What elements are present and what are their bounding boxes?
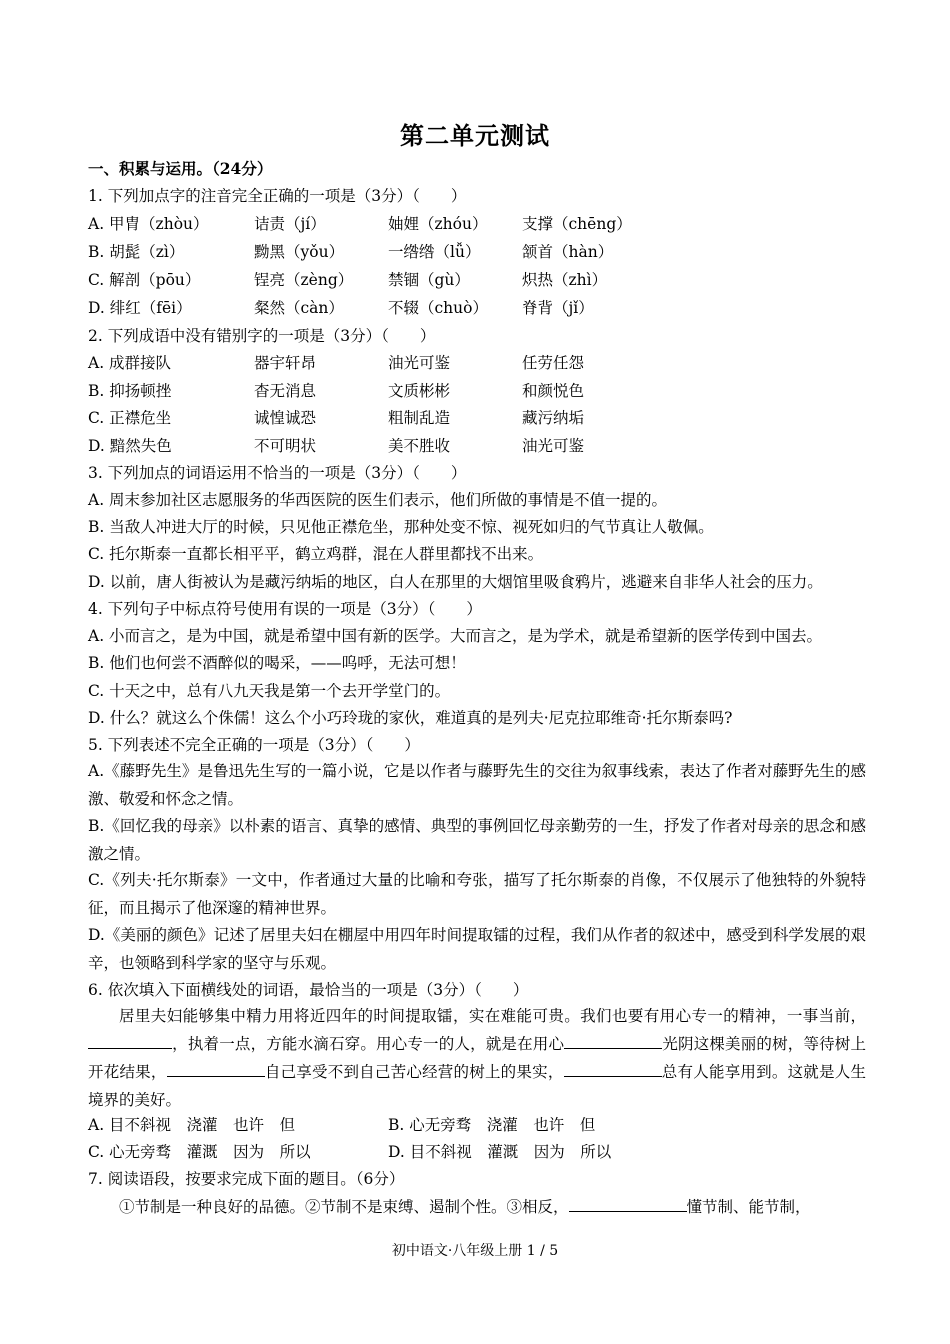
q1-d-1: D. 绯红（fēi） <box>88 299 192 317</box>
q2-c-2: 诚惶诚恐 <box>254 409 317 427</box>
q1-b-1: B. 胡髭（zì） <box>88 243 185 261</box>
q2-c-1: C. 正襟危坐 <box>88 409 172 427</box>
q6-text-3: 光阴这棵美丽的树，等待树上开花结果， <box>88 1035 866 1081</box>
q3-option-a: A. 周末参加社区志愿服务的华西医院的医生们表示，他们所做的事情是不值一提的。 <box>88 491 668 509</box>
q7-text-1: ①节制是一种良好的品德。②节制不是束缚、遏制个性。③相反， <box>119 1198 569 1216</box>
q2-a-2: 器宇轩昂 <box>254 354 317 372</box>
q7-blank-1[interactable] <box>569 1195 687 1212</box>
q1-b-4: 颔首（hàn） <box>522 243 614 261</box>
q6-blank-2[interactable] <box>564 1032 662 1049</box>
page-footer: 初中语文·八年级上册 1 / 5 <box>391 1243 559 1259</box>
q5-option-b: B.《回忆我的母亲》以朴素的语言、真挚的感情、典型的事例回忆母亲勤劳的一生，抒发了作者对母亲的思念和感激之情。 <box>88 817 866 863</box>
q2-b-1: B. 抑扬顿挫 <box>88 382 172 400</box>
q4-option-d: D. 什么？就这么个侏儒！这么个小巧玲珑的家伙，难道真的是列夫·尼克拉耶维奇·托尔斯泰吗? <box>88 709 733 727</box>
q1-c-3: 禁锢（gù） <box>388 271 470 289</box>
q6-text-5: 总有人能享用到。这就是人生境界的美好。 <box>88 1063 866 1109</box>
q2-d-3: 美不胜收 <box>388 437 451 455</box>
q1-d-4: 脊背（jǐ） <box>522 299 594 317</box>
q1-c-4: 炽热（zhì） <box>522 271 608 289</box>
q6-option-d: D. 目不斜视 灌溉 因为 所以 <box>388 1143 612 1161</box>
q5-option-a: A.《藤野先生》是鲁迅先生写的一篇小说，它是以作者与藤野先生的交往为叙事线索，表达了作者对藤野先生的感激、敬爱和怀念之情。 <box>88 762 866 808</box>
q1-b-3: 一绺绺（lǚ） <box>388 243 481 261</box>
q1-a-4: 支撑（chēng） <box>522 215 632 233</box>
q2-stem: 2. 下列成语中没有错别字的一项是（3分）（ ） <box>88 327 436 345</box>
q2-b-4: 和颜悦色 <box>522 382 585 400</box>
q1-a-2: 诘责（jí） <box>254 215 326 233</box>
q2-c-4: 藏污纳垢 <box>522 409 585 427</box>
q3-option-b: B. 当敌人冲进大厅的时候，只见他正襟危坐，那种处变不惊、视死如归的气节真让人敬佩。 <box>88 518 714 536</box>
q1-d-2: 粲然（càn） <box>254 299 344 317</box>
q1-a-3: 妯娌（zhóu） <box>388 215 488 233</box>
q4-option-b: B. 他们也何尝不酒醉似的喝采，——呜呼，无法可想！ <box>88 654 466 672</box>
q6-blank-1[interactable] <box>88 1032 172 1049</box>
q5-option-c: C.《列夫·托尔斯泰》一文中，作者通过大量的比喻和夸张，描写了托尔斯泰的肖像，不仅展示了他独特的外貌特征，而且揭示了他深邃的精神世界。 <box>88 871 866 917</box>
q5-option-d: D.《美丽的颜色》记述了居里夫妇在棚屋中用四年时间提取镭的过程，我们从作者的叙述中，感受到科学发展的艰辛，也领略到科学家的坚守与乐观。 <box>88 926 866 972</box>
q6-passage <box>88 1002 866 1114</box>
q1-c-2: 锃亮（zèng） <box>254 271 354 289</box>
q2-a-1: A. 成群接队 <box>88 354 172 372</box>
q6-blank-3[interactable] <box>167 1060 265 1077</box>
q6-option-c: C. 心无旁骛 灌溉 因为 所以 <box>88 1143 311 1161</box>
q4-stem: 4. 下列句子中标点符号使用有误的一项是（3分）（ ） <box>88 600 482 618</box>
q6-option-b: B. 心无旁骛 浇灌 也许 但 <box>388 1116 596 1134</box>
q2-d-2: 不可明状 <box>254 437 317 455</box>
q6-text-2: ，执着一点，方能水滴石穿。用心专一的人，就是在用心 <box>172 1035 565 1053</box>
q2-a-4: 任劳任怨 <box>522 354 585 372</box>
q4-option-c: C. 十天之中，总有八九天我是第一个去开学堂门的。 <box>88 682 451 700</box>
q1-c-1: C. 解剖（pōu） <box>88 271 201 289</box>
q3-stem: 3. 下列加点的词语运用不恰当的一项是（3分）（ ） <box>88 464 467 482</box>
q1-a-1: A. 甲胄（zhòu） <box>88 215 209 233</box>
q2-b-3: 文质彬彬 <box>388 382 451 400</box>
q2-d-1: D. 黯然失色 <box>88 437 172 455</box>
q3-option-d: D. 以前，唐人街被认为是藏污纳垢的地区，白人在那里的大烟馆里吸食鸦片，逃避来自非华人社会的压力。 <box>88 573 823 591</box>
q1-d-3: 不辍（chuò） <box>388 299 488 317</box>
q3-option-c: C. 托尔斯泰一直都长相平平，鹤立鸡群，混在人群里都找不出来。 <box>88 545 544 563</box>
q5-stem: 5. 下列表述不完全正确的一项是（3分）（ ） <box>88 736 420 754</box>
q1-b-2: 黝黑（yǒu） <box>254 243 345 261</box>
q2-c-3: 粗制乱造 <box>388 409 451 427</box>
q2-a-3: 油光可鉴 <box>388 354 451 372</box>
q7-passage <box>119 1195 811 1218</box>
q7-stem: 7. 阅读语段，按要求完成下面的题目。（6分） <box>88 1170 405 1188</box>
q6-text-4: 自己享受不到自己苦心经营的树上的果实， <box>264 1063 564 1081</box>
q4-option-a: A. 小而言之，是为中国，就是希望中国有新的医学。大而言之，是为学术，就是希望新的医学传到中国去。 <box>88 627 823 645</box>
q6-option-a: A. 目不斜视 浇灌 也许 但 <box>88 1116 296 1134</box>
q2-b-2: 杳无消息 <box>254 382 317 400</box>
q7-text-2: 懂节制、能节制， <box>686 1198 811 1216</box>
q2-d-4: 油光可鉴 <box>522 437 585 455</box>
q1-stem: 1. 下列加点字的注音完全正确的一项是（3分）（ ） <box>88 187 467 205</box>
q6-stem: 6. 依次填入下面横线处的词语，最恰当的一项是（3分）（ ） <box>88 981 529 999</box>
page-title: 第二单元测试 <box>400 121 550 150</box>
section-heading: 一、积累与运用。（24分） <box>88 159 273 178</box>
q6-blank-4[interactable] <box>564 1060 662 1077</box>
q6-text-1: 居里夫妇能够集中精力用将近四年的时间提取镭，实在难能可贵。我们也要有用心专一的精神，一事当前， <box>119 1007 866 1025</box>
